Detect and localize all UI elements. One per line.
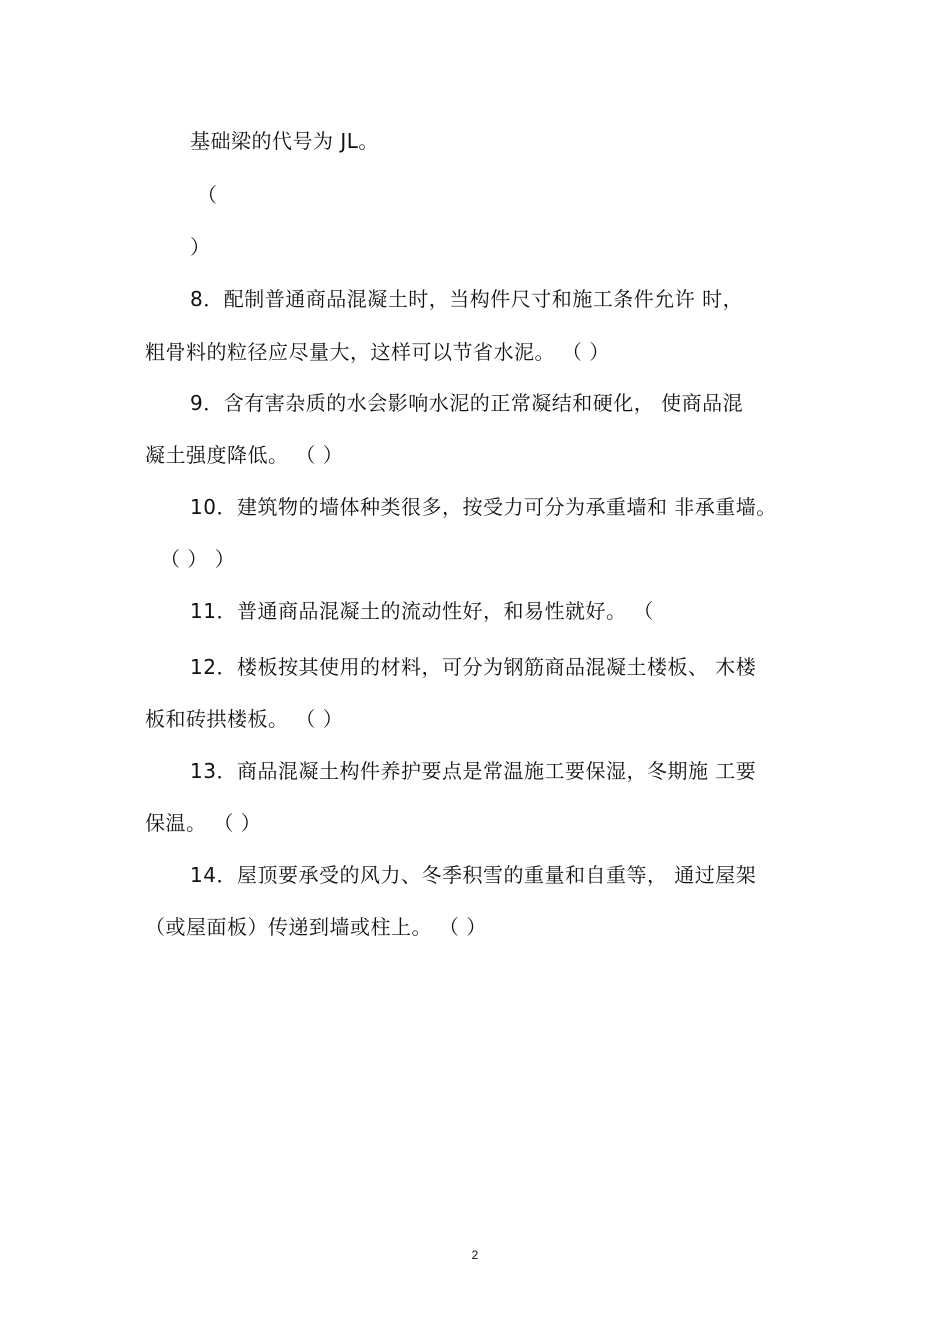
page-number: 2 (471, 1248, 479, 1262)
text-line-close-paren: ） (190, 235, 211, 259)
text-line-foundation-beam: 基础梁的代号为 JL。 (190, 129, 379, 153)
question-14-line-2: （或屋面板）传递到墙或柱上。 （ ） (145, 915, 487, 939)
question-8-line-1: 8．配制普通商品混凝土时，当构件尺寸和施工条件允许 时， (190, 287, 744, 311)
question-11-line-1: 11．普通商品混凝土的流动性好，和易性就好。 （ (190, 599, 654, 623)
text-line-open-paren: （ (197, 183, 218, 207)
question-9-line-1: 9．含有害杂质的水会影响水泥的正常凝结和硬化， 使商品混 (190, 391, 744, 415)
question-12-line-1: 12．楼板按其使用的材料，可分为钢筋商品混凝土楼板、 木楼 (190, 655, 757, 679)
question-12-line-2: 板和砖拱楼板。 （ ） (145, 707, 344, 731)
question-8-line-2: 粗骨料的粒径应尽量大，这样可以节省水泥。 （ ） (145, 340, 610, 364)
question-13-line-2: 保温。 （ ） (145, 811, 262, 835)
question-10-line-1: 10．建筑物的墙体种类很多，按受力可分为承重墙和 非承重墙。 (190, 495, 777, 519)
question-9-line-2: 凝土强度降低。 （ ） (145, 443, 344, 467)
question-10-line-2: （ ） ） (160, 547, 236, 571)
question-14-line-1: 14．屋顶要承受的风力、冬季积雪的重量和自重等， 通过屋架 (190, 863, 757, 887)
question-13-line-1: 13．商品混凝土构件养护要点是常温施工要保湿，冬期施 工要 (190, 759, 757, 783)
